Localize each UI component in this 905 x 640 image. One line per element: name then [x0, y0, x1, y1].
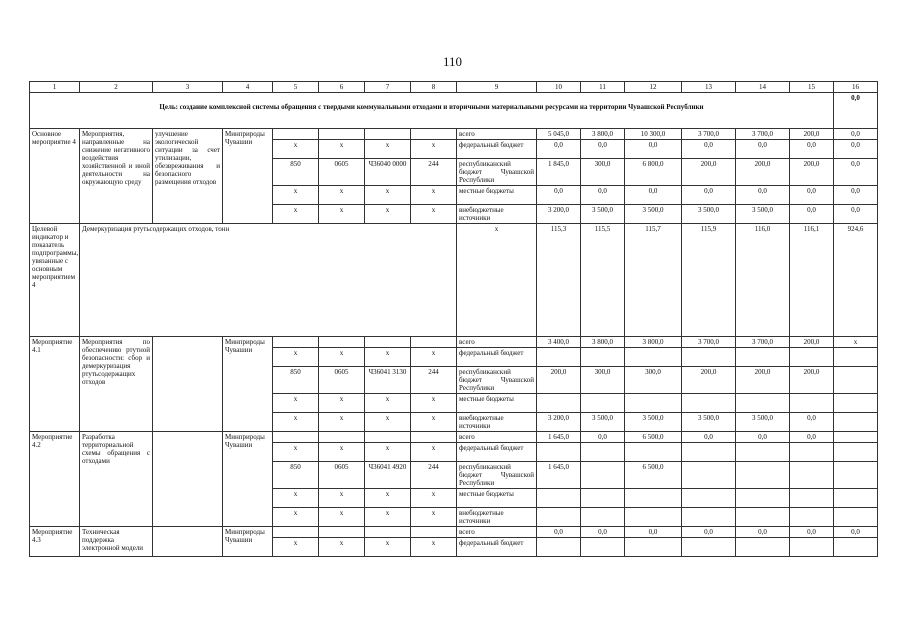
amount-cell [736, 489, 790, 508]
responsible-executor: Минприроды Чувашии [223, 432, 273, 527]
budget-row [30, 129, 878, 140]
amount-cell [625, 489, 682, 508]
budget-code: 244 [411, 159, 457, 186]
indicator-value: 116,1 [790, 224, 834, 337]
amount-cell: 0,0 [537, 527, 581, 538]
amount-cell [682, 462, 736, 489]
amount-cell: 0,0 [790, 186, 834, 205]
funding-source: внебюджетные источники [457, 205, 537, 224]
amount-cell: 3 500,0 [682, 413, 736, 432]
amount-cell [834, 367, 878, 394]
funding-source: республиканский бюджет Чувашской Республики [457, 367, 537, 394]
amount-cell [625, 394, 682, 413]
budget-code: x [319, 489, 365, 508]
activity-purpose [153, 527, 223, 557]
amount-cell: 0,0 [736, 432, 790, 443]
activity-label: Мероприятие 4.2 [30, 432, 80, 527]
amount-cell: 0,0 [682, 527, 736, 538]
budget-code [319, 337, 365, 348]
budget-code [273, 527, 319, 538]
budget-code: x [411, 205, 457, 224]
budget-code: x [273, 489, 319, 508]
amount-cell: 0,0 [834, 527, 878, 538]
amount-cell [736, 508, 790, 527]
budget-code [411, 527, 457, 538]
amount-cell: 0,0 [682, 140, 736, 159]
column-number: 5 [273, 82, 319, 93]
amount-cell: 0,0 [537, 140, 581, 159]
amount-cell [736, 394, 790, 413]
indicator-label: Целевой индикатор и показатель подпрограммы, увязанные с основным мероприятием 4 [30, 224, 80, 337]
budget-code [411, 129, 457, 140]
activity-purpose [153, 337, 223, 432]
amount-cell: 6 500,0 [625, 432, 682, 443]
budget-code: x [273, 186, 319, 205]
budget-code: x [319, 205, 365, 224]
amount-cell: 200,0 [682, 159, 736, 186]
budget-code [411, 432, 457, 443]
amount-cell: 3 500,0 [581, 205, 625, 224]
budget-code: x [319, 394, 365, 413]
budget-code: x [319, 508, 365, 527]
amount-cell: 3 700,0 [682, 129, 736, 140]
budget-code: 850 [273, 367, 319, 394]
amount-cell [736, 348, 790, 367]
budget-code: Ч36041 4920 [365, 462, 411, 489]
column-number: 7 [365, 82, 411, 93]
budget-code [319, 432, 365, 443]
amount-cell [537, 394, 581, 413]
amount-cell [537, 508, 581, 527]
amount-cell: 0,0 [790, 432, 834, 443]
indicator-value: 115,5 [581, 224, 625, 337]
budget-code: x [365, 443, 411, 462]
amount-cell: 0,0 [682, 432, 736, 443]
budget-code: 244 [411, 367, 457, 394]
amount-cell: 3 500,0 [736, 205, 790, 224]
budget-code [365, 432, 411, 443]
budget-code: x [319, 186, 365, 205]
amount-cell: 3 500,0 [625, 205, 682, 224]
amount-cell: 200,0 [682, 367, 736, 394]
amount-cell: 0,0 [581, 140, 625, 159]
column-number: 2 [80, 82, 153, 93]
amount-cell [682, 508, 736, 527]
amount-cell [682, 348, 736, 367]
amount-cell: 3 800,0 [581, 129, 625, 140]
amount-cell [581, 462, 625, 489]
column-number: 6 [319, 82, 365, 93]
amount-cell [736, 443, 790, 462]
budget-code: 0605 [319, 462, 365, 489]
amount-cell: 0,0 [625, 186, 682, 205]
funding-source: всего [457, 527, 537, 538]
amount-cell: 300,0 [581, 159, 625, 186]
budget-code [365, 337, 411, 348]
budget-code: x [411, 538, 457, 557]
budget-code: x [365, 508, 411, 527]
amount-cell: 0,0 [625, 527, 682, 538]
amount-cell: 200,0 [790, 159, 834, 186]
funding-source: всего [457, 432, 537, 443]
budget-code: Ч36041 3130 [365, 367, 411, 394]
column-number: 10 [537, 82, 581, 93]
budget-code: x [411, 394, 457, 413]
indicator-value: 115,3 [537, 224, 581, 337]
column-number: 13 [682, 82, 736, 93]
funding-source: федеральный бюджет [457, 538, 537, 557]
indicator-value: 116,0 [736, 224, 790, 337]
amount-cell [790, 394, 834, 413]
funding-source: местные бюджеты [457, 489, 537, 508]
amount-cell: 3 500,0 [581, 413, 625, 432]
budget-code [319, 129, 365, 140]
amount-cell: 200,0 [790, 337, 834, 348]
activity-purpose [153, 432, 223, 527]
column-number: 15 [790, 82, 834, 93]
budget-code: x [411, 140, 457, 159]
budget-code: x [365, 140, 411, 159]
budget-code: x [319, 538, 365, 557]
budget-code [273, 337, 319, 348]
amount-cell [581, 538, 625, 557]
amount-cell [537, 348, 581, 367]
funding-source: республиканский бюджет Чувашской Республики [457, 462, 537, 489]
amount-cell [834, 413, 878, 432]
amount-cell [581, 348, 625, 367]
budget-code: x [319, 140, 365, 159]
budget-code [365, 129, 411, 140]
column-number: 12 [625, 82, 682, 93]
amount-cell: 6 500,0 [625, 462, 682, 489]
amount-cell [581, 508, 625, 527]
amount-cell: 200,0 [736, 159, 790, 186]
amount-cell: 0,0 [834, 129, 878, 140]
amount-cell: 6 800,0 [625, 159, 682, 186]
budget-code: x [411, 186, 457, 205]
budget-code: x [273, 140, 319, 159]
amount-cell: 1 845,0 [537, 159, 581, 186]
responsible-executor: Минприроды Чувашии [223, 337, 273, 432]
amount-cell: 200,0 [537, 367, 581, 394]
budget-code: x [411, 348, 457, 367]
activity-name: Разработка территориальной схемы обращения с отходами [80, 432, 153, 527]
amount-cell [682, 443, 736, 462]
amount-cell: 3 700,0 [682, 337, 736, 348]
amount-cell [625, 508, 682, 527]
activity-name: Техническая поддержка электронной модели [80, 527, 153, 557]
amount-cell: 0,0 [625, 140, 682, 159]
budget-code: 244 [411, 462, 457, 489]
budget-code: x [411, 489, 457, 508]
amount-cell: 0,0 [790, 527, 834, 538]
column-number: 4 [223, 82, 273, 93]
responsible-executor: Минприроды Чувашии [223, 527, 273, 557]
indicator-text: Демеркуризация ртутьсодержащих отходов, тонн [80, 224, 457, 337]
funding-source: федеральный бюджет [457, 443, 537, 462]
amount-cell [682, 538, 736, 557]
goal-row [30, 93, 878, 129]
budget-code: x [411, 413, 457, 432]
funding-source: всего [457, 129, 537, 140]
budget-code: x [365, 186, 411, 205]
amount-cell: 3 500,0 [736, 413, 790, 432]
budget-code: x [319, 348, 365, 367]
amount-cell [537, 538, 581, 557]
activity-name: Мероприятия по обеспечению ртутной безопасности: сбор и демеркуризация ртутьсодержащих отходов [80, 337, 153, 432]
funding-source: республиканский бюджет Чувашской Республики [457, 159, 537, 186]
amount-cell: 3 200,0 [537, 205, 581, 224]
activity-label: Мероприятие 4.3 [30, 527, 80, 557]
budget-row [30, 527, 878, 538]
amount-cell [581, 394, 625, 413]
budget-code: x [273, 413, 319, 432]
amount-cell [790, 443, 834, 462]
amount-cell: 300,0 [581, 367, 625, 394]
goal-text: Цель: создание комплексной системы обращения с твердыми коммунальными отходами и вторичными материальными ресурсами на территории Чувашской Республики [30, 93, 834, 129]
amount-cell: 0,0 [682, 186, 736, 205]
amount-cell: 3 800,0 [625, 337, 682, 348]
indicator-value: 924,6 [834, 224, 878, 337]
amount-cell: 1 645,0 [537, 462, 581, 489]
budget-code [319, 527, 365, 538]
amount-cell [537, 443, 581, 462]
amount-cell: 3 200,0 [537, 413, 581, 432]
amount-cell: 0,0 [790, 205, 834, 224]
column-number: 16 [834, 82, 878, 93]
amount-cell: 0,0 [834, 159, 878, 186]
budget-code: x [365, 394, 411, 413]
budget-code: x [365, 205, 411, 224]
indicator-value: 115,7 [625, 224, 682, 337]
amount-cell [625, 538, 682, 557]
column-number: 9 [457, 82, 537, 93]
amount-cell [682, 394, 736, 413]
budget-code: x [365, 413, 411, 432]
indicator-value: 115,9 [682, 224, 736, 337]
amount-cell: 200,0 [790, 367, 834, 394]
amount-cell [625, 348, 682, 367]
amount-cell [790, 508, 834, 527]
amount-cell: 3 500,0 [625, 413, 682, 432]
funding-source: федеральный бюджет [457, 140, 537, 159]
budget-code: x [411, 443, 457, 462]
page-number: 110 [442, 54, 463, 69]
amount-cell [834, 508, 878, 527]
column-number: 8 [411, 82, 457, 93]
amount-cell: 0,0 [736, 527, 790, 538]
goal-total: 0,0 [834, 93, 878, 129]
amount-cell: x [834, 337, 878, 348]
budget-code [273, 129, 319, 140]
budget-row [30, 337, 878, 348]
amount-cell: 0,0 [537, 186, 581, 205]
column-number: 11 [581, 82, 625, 93]
amount-cell [790, 462, 834, 489]
amount-cell: 0,0 [581, 186, 625, 205]
amount-cell: 3 800,0 [581, 337, 625, 348]
amount-cell [581, 443, 625, 462]
amount-cell: 0,0 [736, 140, 790, 159]
budget-code: x [365, 538, 411, 557]
budget-code [365, 527, 411, 538]
funding-source: федеральный бюджет [457, 348, 537, 367]
program-table [29, 81, 878, 557]
amount-cell [625, 443, 682, 462]
indicator-mark: x [457, 224, 537, 337]
amount-cell: 0,0 [834, 140, 878, 159]
budget-code: x [319, 443, 365, 462]
funding-source: внебюджетные источники [457, 508, 537, 527]
budget-code: 0605 [319, 367, 365, 394]
amount-cell: 10 300,0 [625, 129, 682, 140]
responsible-executor: Минприроды Чувашии [223, 129, 273, 224]
amount-cell [537, 489, 581, 508]
funding-source: всего [457, 337, 537, 348]
amount-cell: 0,0 [834, 205, 878, 224]
amount-cell: 200,0 [736, 367, 790, 394]
amount-cell [790, 348, 834, 367]
amount-cell: 0,0 [581, 527, 625, 538]
amount-cell: 0,0 [790, 413, 834, 432]
budget-code: x [365, 348, 411, 367]
budget-code: 0605 [319, 159, 365, 186]
amount-cell: 3 500,0 [682, 205, 736, 224]
amount-cell: 3 400,0 [537, 337, 581, 348]
amount-cell: 0,0 [581, 432, 625, 443]
amount-cell [736, 462, 790, 489]
funding-source: местные бюджеты [457, 186, 537, 205]
amount-cell: 0,0 [736, 186, 790, 205]
column-number: 14 [736, 82, 790, 93]
budget-code: 850 [273, 159, 319, 186]
amount-cell [581, 489, 625, 508]
budget-code: x [273, 443, 319, 462]
budget-row [30, 432, 878, 443]
budget-code: 850 [273, 462, 319, 489]
amount-cell [834, 489, 878, 508]
funding-source: внебюджетные источники [457, 413, 537, 432]
amount-cell: 3 700,0 [736, 337, 790, 348]
budget-code: x [319, 413, 365, 432]
amount-cell [682, 489, 736, 508]
amount-cell: 5 045,0 [537, 129, 581, 140]
amount-cell [834, 443, 878, 462]
amount-cell [834, 394, 878, 413]
budget-code [411, 337, 457, 348]
budget-code: x [273, 348, 319, 367]
amount-cell: 3 700,0 [736, 129, 790, 140]
amount-cell: 1 645,0 [537, 432, 581, 443]
amount-cell: 200,0 [790, 129, 834, 140]
amount-cell: 0,0 [790, 140, 834, 159]
funding-source: местные бюджеты [457, 394, 537, 413]
budget-code: Ч36040 0000 [365, 159, 411, 186]
budget-code: x [411, 508, 457, 527]
budget-code: x [273, 205, 319, 224]
amount-cell [834, 348, 878, 367]
activity-label: Мероприятие 4.1 [30, 337, 80, 432]
activity-name: Мероприятия, направленные на снижение негативного воздействия хозяйственной и иной деятельности на окружающую среду [80, 129, 153, 224]
amount-cell: 300,0 [625, 367, 682, 394]
amount-cell [834, 538, 878, 557]
activity-label: Основное мероприятие 4 [30, 129, 80, 224]
activity-purpose: улучшение экологической ситуации за счет утилизации, обезвреживания и безопасного размещения отходов [153, 129, 223, 224]
column-number: 3 [153, 82, 223, 93]
budget-code [273, 432, 319, 443]
indicator-row [30, 224, 878, 337]
budget-code: x [273, 508, 319, 527]
amount-cell [834, 462, 878, 489]
amount-cell [834, 432, 878, 443]
budget-code: x [365, 489, 411, 508]
amount-cell: 0,0 [834, 186, 878, 205]
amount-cell [736, 538, 790, 557]
budget-code: x [273, 394, 319, 413]
budget-code: x [273, 538, 319, 557]
column-number: 1 [30, 82, 80, 93]
column-number-row [30, 82, 878, 93]
amount-cell [790, 538, 834, 557]
amount-cell [790, 489, 834, 508]
